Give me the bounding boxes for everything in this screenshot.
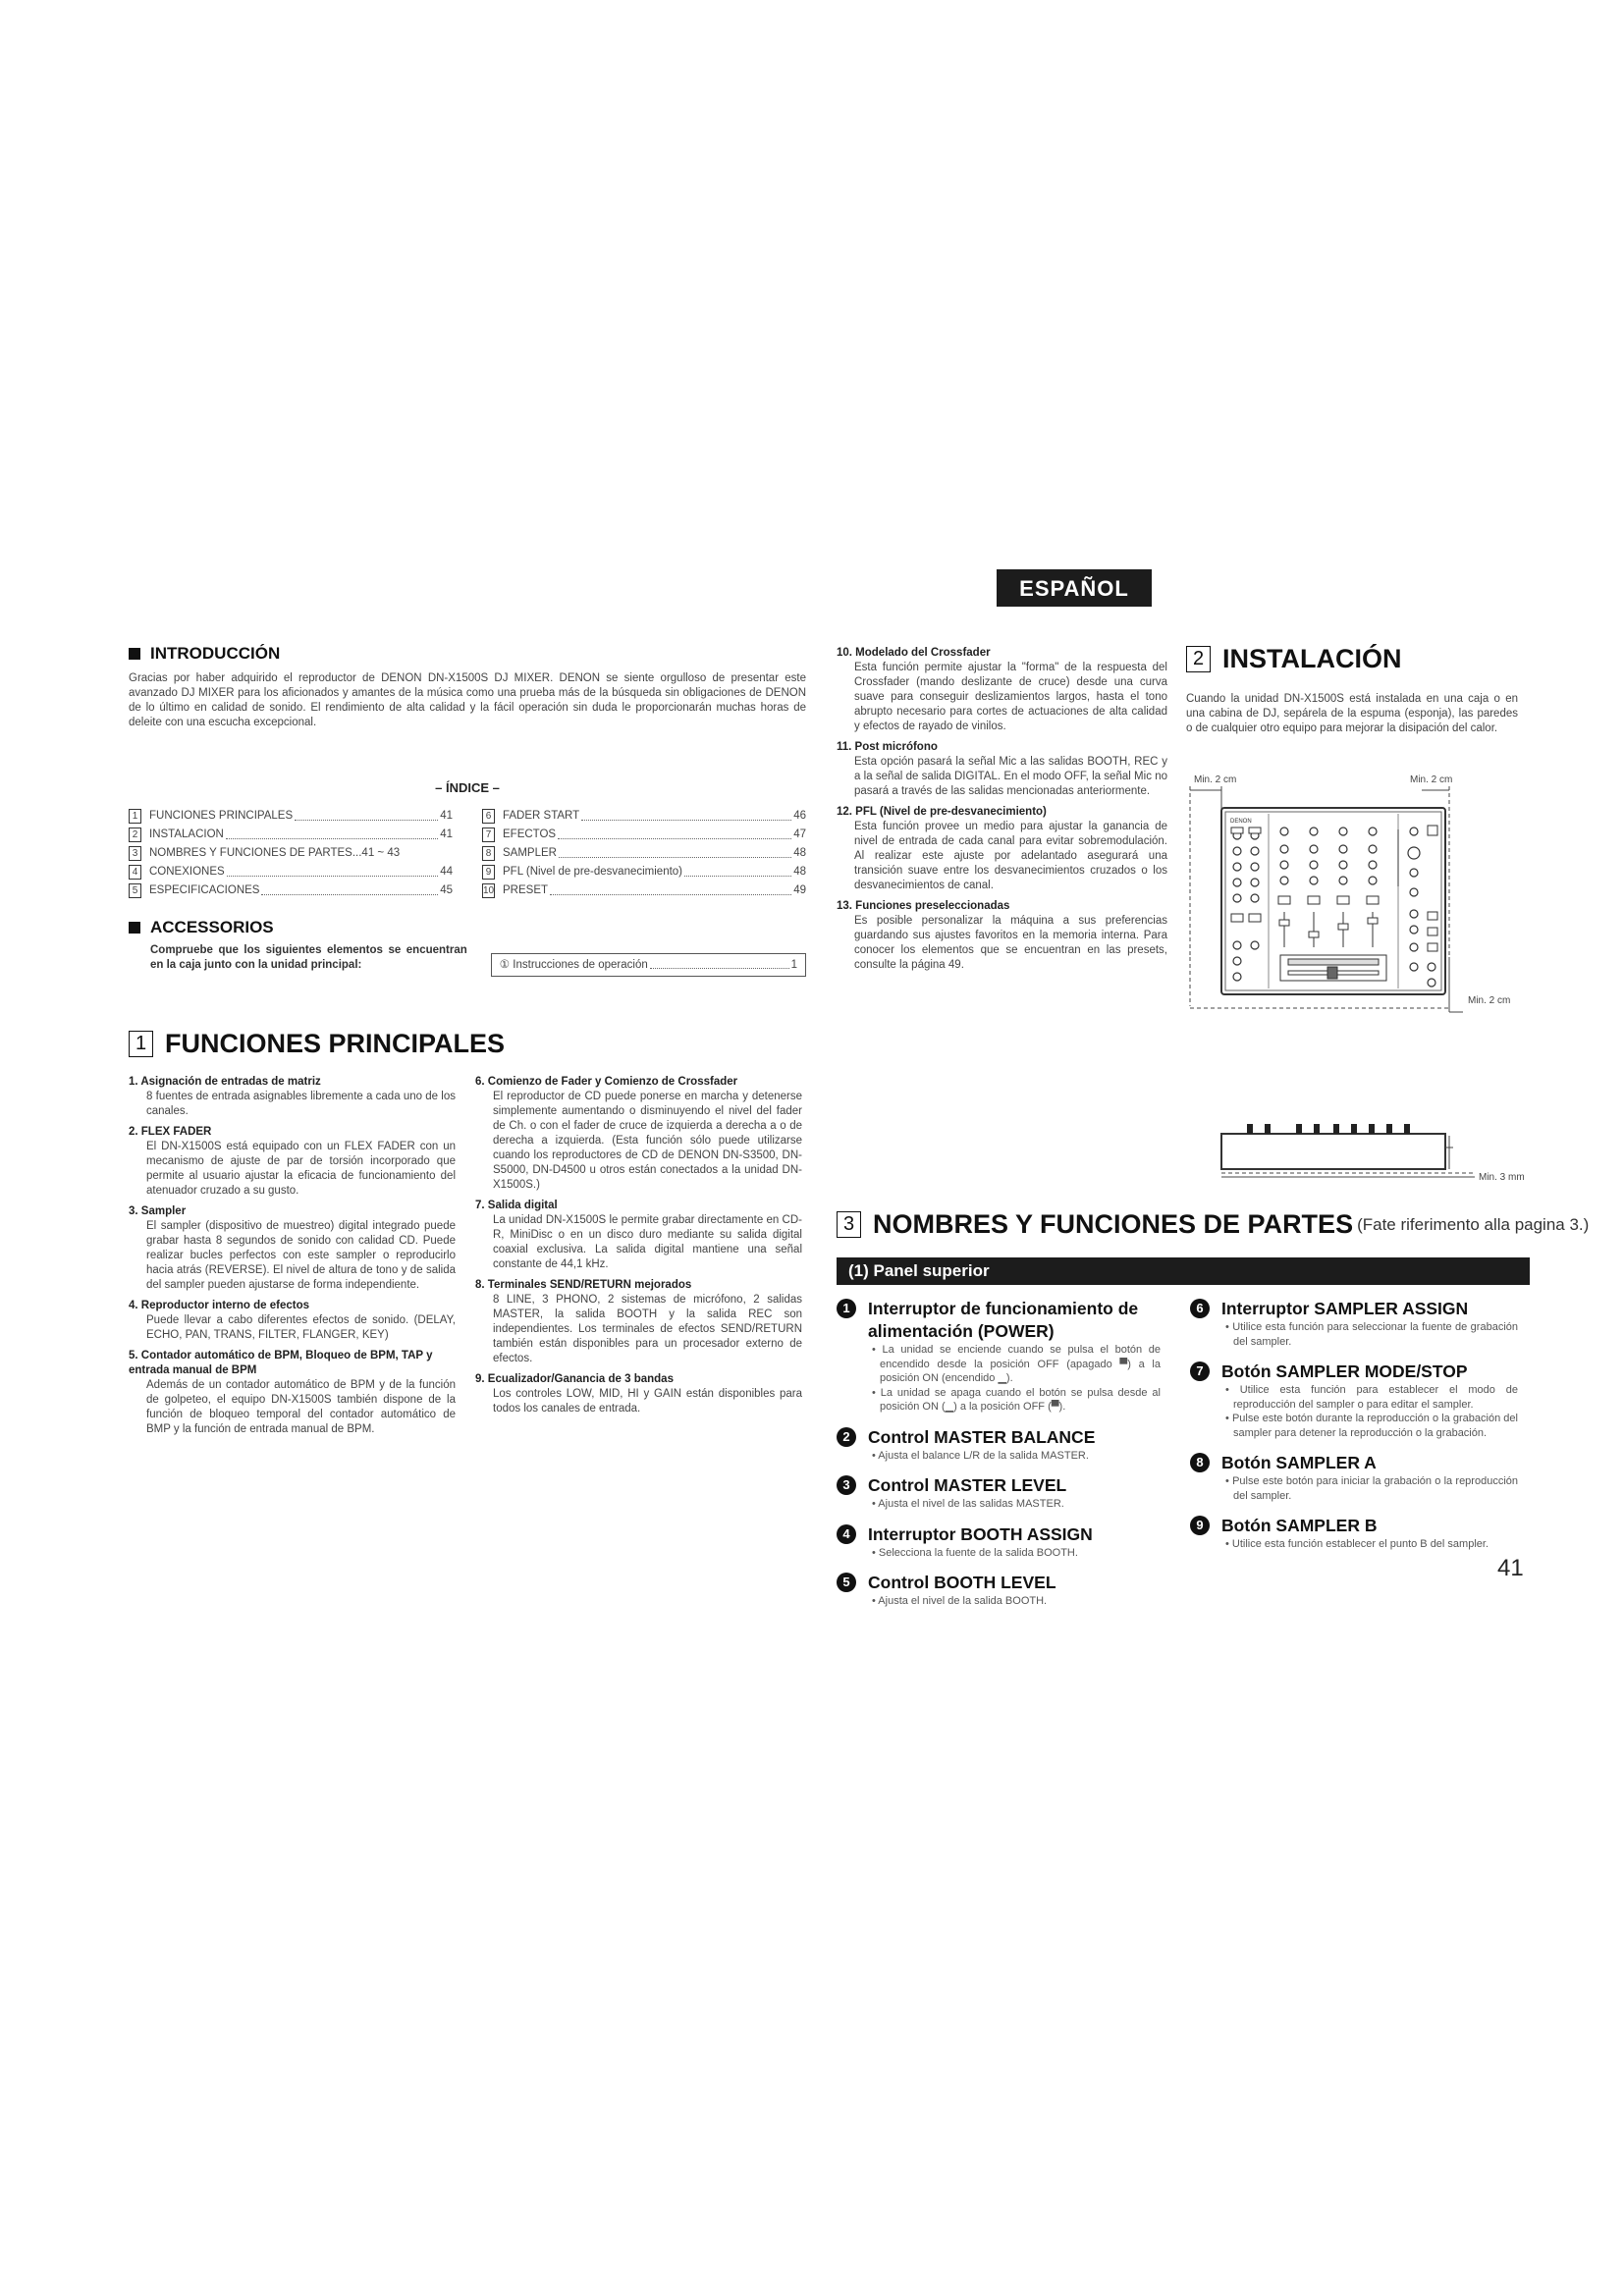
accessories-item: ① Instrucciones de operación (499, 959, 648, 971)
index-number: 3 (129, 846, 141, 861)
index-label: FUNCIONES PRINCIPALES (149, 810, 294, 822)
control-description (872, 1449, 1161, 1464)
feature-title: 9. Ecualizador/Ganancia de 3 bandas (475, 1373, 674, 1385)
min-side-label: Min. 2 cm (1468, 995, 1511, 1006)
index-label: PFL (Nivel de pre-desvanecimiento) (503, 866, 683, 878)
index-row (482, 826, 806, 844)
feature-title: 5. Contador automático de BPM, Bloqueo de BPM, TAP y entrada manual de BPM (129, 1350, 433, 1376)
control-number-icon: 2 (837, 1427, 856, 1447)
accessories-item-box (491, 953, 806, 977)
accessories-title: ACCESSORIOS (150, 918, 274, 936)
section-number-box: 1 (129, 1031, 153, 1057)
control-description (872, 1594, 1161, 1609)
control-number-icon: 5 (837, 1573, 856, 1592)
language-tab: ESPAÑOL (997, 569, 1152, 607)
index-number: 1 (129, 809, 141, 824)
control-heading (1190, 1515, 1518, 1537)
index-row (482, 863, 806, 881)
index-leader-dots (261, 881, 438, 895)
control-bullet: • Utilice esta función para establecer el modo de reproducción del sampler o para editar el sampler. (1225, 1384, 1518, 1411)
feature-body: 8 LINE, 3 PHONO, 2 sistemas de micrófono, 2 salidas MASTER, la salida BOOTH y la salida REC son independientes. Los terminales de efectos SEND/RETURN también están disponibles para un procesador externo de efectos. (493, 1294, 802, 1364)
index-label: PRESET (503, 884, 549, 896)
control-title: Botón SAMPLER A (1221, 1453, 1377, 1472)
feature-body: Los controles LOW, MID, HI y GAIN están disponibles para todos los canales de entrada. (493, 1388, 802, 1415)
control-description (1225, 1383, 1518, 1440)
control-number-icon: 6 (1190, 1299, 1210, 1318)
accessories-body: Compruebe que los siguientes elementos se encuentran en la caja junto con la unidad principal: (150, 944, 467, 971)
index-page: 41 (440, 828, 453, 840)
intro-title: INTRODUCCIÓN (150, 644, 281, 663)
control-title: Botón SAMPLER B (1221, 1516, 1378, 1535)
index-number: 10 (483, 885, 495, 896)
index-left-list (129, 807, 453, 900)
feature-title: 2. FLEX FADER (129, 1126, 212, 1138)
control-bullet: • Selecciona la fuente de la salida BOOTH. (872, 1546, 1078, 1559)
index-right-list (482, 807, 806, 900)
funciones-title: FUNCIONES PRINCIPALES (165, 1029, 506, 1058)
bullet-square-icon (129, 648, 140, 660)
control-description (872, 1497, 1161, 1512)
control-description (1225, 1537, 1518, 1552)
feature-title: 12. PFL (Nivel de pre-desvanecimiento) (837, 806, 1047, 818)
index-label: EFECTOS (503, 828, 557, 840)
index-label: SAMPLER (503, 847, 557, 859)
control-heading (1190, 1361, 1518, 1383)
control-heading (1190, 1452, 1518, 1474)
feature-title: 13. Funciones preseleccionadas (837, 900, 1010, 912)
control-number-icon: 7 (1190, 1362, 1210, 1381)
feature-body: Puede llevar a cabo diferentes efectos de sonido. (DELAY, ECHO, PAN, TRANS, FILTER, FLANGER, KEY) (146, 1314, 456, 1341)
control-bullet: • Ajusta el nivel de las salidas MASTER. (872, 1498, 1064, 1510)
index-label: NOMBRES Y FUNCIONES DE PARTES...41 ~ 43 (149, 847, 401, 859)
control-item (1190, 1452, 1518, 1503)
feature-body: Es posible personalizar la máquina a sus preferencias guardando sus ajustes favoritos en la memoria interna. Para conocer los elementos que se encuentran en las presets, consulte la página 49. (854, 915, 1167, 971)
index-row (129, 807, 453, 826)
index-page: 45 (440, 884, 453, 896)
feature-body: El reproductor de CD puede ponerse en marcha y detenerse simplemente aumentando o disminuyendo el nivel del fader de Ch. o con el fader de cruce de izquierda a derecha a o de derecha a izquierda. (Esta función sólo puede utilizarse cuando los reproductores de CD de DENON DN-S3500, DN-S5000, DN-D4500 u otros están conectados a la unidad DN-X1500S.) (493, 1091, 802, 1191)
index-leader-dots (558, 826, 791, 839)
index-page: 49 (793, 884, 806, 896)
control-item (837, 1426, 1161, 1464)
control-item (837, 1572, 1161, 1609)
index-page: 41 (440, 810, 453, 822)
control-description (1225, 1474, 1518, 1503)
index-leader-dots (581, 807, 791, 821)
min-left-label: Min. 2 cm (1194, 774, 1237, 785)
index-row (129, 881, 453, 900)
index-row (482, 807, 806, 826)
feature-body: Esta función permite ajustar la "forma" de la respuesta del Crossfader (mando deslizante de cruce) desde una curva suave para conseguir deslizamientos largos, hasta el tono abrupto necesario para cortes de actuaciones de alta calidad y efectos de rayado de vinilos. (854, 662, 1167, 732)
control-bullet: • La unidad se enciende cuando se pulsa el botón de encendido desde la posición OFF (apagado ▀) a la posición ON (encendido ▁). (872, 1344, 1161, 1384)
control-title: Control MASTER LEVEL (868, 1475, 1067, 1495)
index-leader-dots (550, 881, 791, 895)
page-number: 41 (1497, 1555, 1524, 1581)
feature-title: 3. Sampler (129, 1205, 187, 1217)
control-item (837, 1474, 1161, 1512)
control-number-icon: 9 (1190, 1516, 1210, 1535)
control-item (837, 1523, 1161, 1561)
installation-diagram (1186, 771, 1540, 1193)
control-bullet: • Ajusta el balance L/R de la salida MASTER. (872, 1449, 1089, 1462)
instalacion-section (1186, 644, 1518, 736)
control-heading (837, 1298, 1161, 1343)
index-number: 4 (129, 865, 141, 880)
mixer-side-view (1221, 1134, 1445, 1169)
intro-body: Gracias por haber adquirido el reproductor de DENON DN-X1500S DJ MIXER. DENON se siente orgulloso de presentar este avanzado DJ MIXER para los aficionados y amantes de la música como una prueba más de la búsqueda sin obligaciones de DENON de lo último en calidad de sonido. El rendimiento de alta calidad y la fácil operación sin duda le proporcionarán muchas horas de deleite con una escucha excepcional. (129, 672, 806, 728)
index-number: 7 (482, 828, 495, 842)
nombres-left-column (837, 1298, 1161, 1621)
funciones-column-2 (475, 1069, 802, 1416)
index-leader-dots (684, 863, 791, 877)
nombres-subtitle: (Fate riferimento alla pagina 3.) (1357, 1214, 1590, 1234)
intro-section (129, 644, 806, 730)
index-leader-dots (559, 844, 791, 858)
control-number-icon: 3 (837, 1475, 856, 1495)
control-title: Interruptor SAMPLER ASSIGN (1221, 1299, 1469, 1318)
feature-body: Esta opción pasará la señal Mic a las salidas BOOTH, REC y a la señal de salida DIGITAL. En el modo OFF, la señal Mic no pasará a través de las salidas mencionadas anteriormente. (854, 756, 1167, 797)
feature-title: 11. Post micrófono (837, 741, 938, 753)
index-leader-dots (226, 826, 438, 839)
accessories-page: 1 (790, 959, 797, 971)
feature-body: Además de un contador automático de BPM y de la función de golpeteo, el equipo DN-X1500S también dispone de la función de bloqueo temporal del contador automático de BMP y la función de entrada manual de BPM. (146, 1379, 456, 1435)
bullet-square-icon (129, 922, 140, 934)
index-number: 9 (482, 865, 495, 880)
mixer-brand-label: DENON (1230, 819, 1252, 825)
control-item (1190, 1361, 1518, 1440)
feature-title: 4. Reproductor interno de efectos (129, 1300, 310, 1311)
nombres-title: NOMBRES Y FUNCIONES DE PARTES (873, 1209, 1354, 1239)
control-description (872, 1546, 1161, 1561)
control-title: Interruptor de funcionamiento de alimentación (POWER) (868, 1299, 1139, 1341)
index-page: 47 (793, 828, 806, 840)
control-bullet: • Utilice esta función establecer el punto B del sampler. (1225, 1538, 1489, 1550)
index-page: 44 (440, 866, 453, 878)
control-title: Interruptor BOOTH ASSIGN (868, 1523, 1093, 1544)
index-page: 46 (793, 810, 806, 822)
control-title: Control MASTER BALANCE (868, 1426, 1096, 1447)
accessories-section (129, 918, 806, 977)
index-label: CONEXIONES (149, 866, 225, 878)
index-label: FADER START (503, 810, 580, 822)
funciones-column-1 (129, 1069, 456, 1437)
nombres-right-column (1190, 1298, 1518, 1564)
feature-title: 10. Modelado del Crossfader (837, 647, 991, 659)
control-item (1190, 1298, 1518, 1349)
control-item (837, 1298, 1161, 1415)
index-label: ESPECIFICACIONES (149, 884, 260, 896)
feature-title: 8. Terminales SEND/RETURN mejorados (475, 1279, 692, 1291)
control-number-icon: 8 (1190, 1453, 1210, 1472)
section-number-box: 2 (1186, 646, 1211, 672)
feature-title: 6. Comienzo de Fader y Comienzo de Crossfader (475, 1076, 738, 1088)
index-row (482, 844, 806, 863)
section-number-box: 3 (837, 1211, 861, 1238)
control-heading (837, 1572, 1161, 1594)
index-leader-dots (227, 863, 439, 877)
feature-title: 1. Asignación de entradas de matriz (129, 1076, 321, 1088)
control-number-icon: 1 (837, 1299, 856, 1318)
min-bottom-label: Min. 3 mm (1479, 1172, 1525, 1183)
index-title: – ÍNDICE – (435, 780, 500, 795)
control-heading (1190, 1298, 1518, 1320)
index-leader-dots (295, 807, 438, 821)
feature-body: La unidad DN-X1500S le permite grabar directamente en CD-R, MiniDisc o en un disco duro mediante su salida digital coaxial exclusiva. La salida digital mantiene una señal constante de 44,1 kHz. (493, 1214, 802, 1270)
control-description (1225, 1320, 1518, 1349)
control-bullet: • Pulse este botón durante la reproducción o la grabación del sampler para detener la reproducción o la grabación. (1225, 1413, 1518, 1439)
instalacion-title: INSTALACIÓN (1222, 644, 1402, 673)
panel-superior-bar: (1) Panel superior (837, 1257, 1530, 1285)
control-title: Control BOOTH LEVEL (868, 1573, 1056, 1592)
feature-body: El DN-X1500S está equipado con un FLEX FADER con un mecanismo de ajuste de par de torsión incorporado que permite al usuario ajustar la eficacia de funcionamiento del atenuador cruzado a su gusto. (146, 1141, 456, 1197)
feature-title: 7. Salida digital (475, 1200, 558, 1211)
instalacion-body: Cuando la unidad DN-X1500S está instalada en una caja o en una cabina de DJ, sepárela de la espuma (esponja), las paredes o de cualquier otro equipo para mejorar la disipación del calor. (1186, 693, 1518, 734)
index-section (129, 780, 806, 900)
control-bullet: • Utilice esta función para seleccionar la fuente de grabación del sampler. (1225, 1321, 1518, 1348)
control-number-icon: 4 (837, 1524, 856, 1544)
index-row (129, 863, 453, 881)
funciones-heading (129, 1029, 505, 1059)
control-heading (837, 1523, 1161, 1546)
index-number: 5 (129, 883, 141, 898)
index-number: 2 (129, 828, 141, 842)
index-number: 6 (482, 809, 495, 824)
index-row (129, 844, 453, 863)
control-heading (837, 1474, 1161, 1497)
nombres-heading (837, 1209, 1589, 1240)
control-bullet: • La unidad se apaga cuando el botón se pulsa desde al posición ON (▁) a la posición OFF (▀). (872, 1386, 1161, 1413)
control-heading (837, 1426, 1161, 1449)
index-number: 8 (482, 846, 495, 861)
index-page: 48 (793, 866, 806, 878)
min-right-label: Min. 2 cm (1410, 774, 1453, 785)
control-bullet: • Ajusta el nivel de la salida BOOTH. (872, 1595, 1048, 1607)
feature-body: El sampler (dispositivo de muestreo) digital integrado puede grabar hasta 8 segundos de sonido con calidad CD. Puede realizar bucles perfectos con este sampler o reproducirlo hacia atrás (REVERSE). El nivel de altura de tono y de salida del sampler pueden ajustarse de forma independiente. (146, 1220, 456, 1291)
control-description (872, 1343, 1161, 1415)
feature-body: Esta función provee un medio para ajustar la ganancia de nivel de entrada de cada canal para evitar sobremodulación. Al realizar este ajuste por adelantado asegurará una transición suave entre los desvanecimientos cruzados o los desvanecimientos de canal. (854, 821, 1167, 891)
index-page: 48 (793, 847, 806, 859)
index-label: INSTALACION (149, 828, 224, 840)
index-row (482, 881, 806, 900)
index-row (129, 826, 453, 844)
control-item (1190, 1515, 1518, 1552)
control-bullet: • Pulse este botón para iniciar la grabación o la reproducción del sampler. (1225, 1475, 1518, 1502)
feature-body: 8 fuentes de entrada asignables libremente a cada uno de los canales. (146, 1091, 456, 1117)
funciones-column-3 (837, 640, 1167, 973)
control-title: Botón SAMPLER MODE/STOP (1221, 1362, 1468, 1381)
